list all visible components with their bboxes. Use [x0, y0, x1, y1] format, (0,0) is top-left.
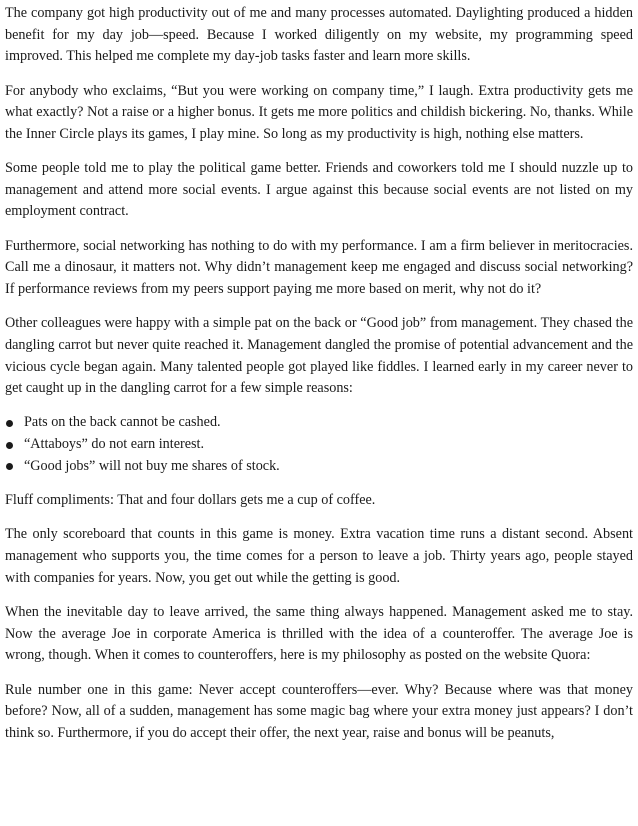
list-item — [5, 412, 633, 434]
list-item — [5, 456, 633, 478]
document-page — [5, 3, 633, 757]
bullet-icon — [6, 420, 13, 427]
paragraph: Furthermore, social networking has nothing to do with my performance. I am a firm believer in meritocracies. Call me a dinosaur, it matters not. Why didn’t management keep me engaged and discuss social networking? If performance reviews from my peers support paying me more based on merit, why not do it? — [5, 237, 633, 297]
paragraph: The only scoreboard that counts in this game is money. Extra vacation time runs a distant second. Absent management who supports you, the time comes for a person to leave a job. Thirty years ago, people stayed with companies for years. Now, you get out while the getting is good. — [5, 526, 633, 586]
list-item-text: “Attaboys” do not earn interest. — [24, 436, 205, 453]
paragraph: When the inevitable day to leave arrived, the same thing always happened. Management asked me to stay. Now the average Joe in corporate America is thrilled with the idea of a counteroffer. The average Joe is wrong, though. When it comes to counteroffers, here is my philosophy as posted on the website Quora: — [5, 604, 633, 664]
list-item-text: Pats on the back cannot be cashed. — [24, 414, 221, 431]
paragraph: Fluff compliments: That and four dollars gets me a cup of coffee. — [5, 492, 376, 509]
bullet-list — [5, 412, 633, 477]
list-item-text: “Good jobs” will not buy me shares of stock. — [24, 457, 280, 474]
paragraph: The company got high productivity out of me and many processes automated. Daylighting produced a hidden benefit for my day job—speed. Because I worked diligently on my website, my programming speed improved. This helped me complete my day-job tasks faster and learn more skills. — [5, 5, 633, 65]
bullet-icon — [6, 463, 13, 470]
paragraph: For anybody who exclaims, “But you were working on company time,” I laugh. Extra productivity gets me what exactly? Not a raise or a higher bonus. It gets me more politics and childish bickering. No, thanks. While the Inner Circle plays its games, I play mine. So long as my productivity is high, nothing else matters. — [5, 82, 633, 142]
bullet-icon — [6, 442, 13, 449]
list-item — [5, 434, 633, 456]
paragraph: Rule number one in this game: Never accept counteroffers—ever. Why? Because where was that money before? Now, all of a sudden, management has some magic bag where your extra money just appears? I don’t think so. Furthermore, if you do accept their offer, the next year, raise and bonus will be peanuts, — [5, 681, 633, 741]
paragraph: Other colleagues were happy with a simple pat on the back or “Good job” from management. They chased the dangling carrot but never quite reached it. Management dangled the promise of potential advancement and the vicious cycle began again. Many talented people got played like fiddles. I learned early in my career never to get caught up in the dangling carrot for a few simple reasons: — [5, 315, 633, 397]
paragraph: Some people told me to play the political game better. Friends and coworkers told me I should nuzzle up to management and attend more social events. I argue against this because social events are not listed on my employment contract. — [5, 160, 633, 220]
